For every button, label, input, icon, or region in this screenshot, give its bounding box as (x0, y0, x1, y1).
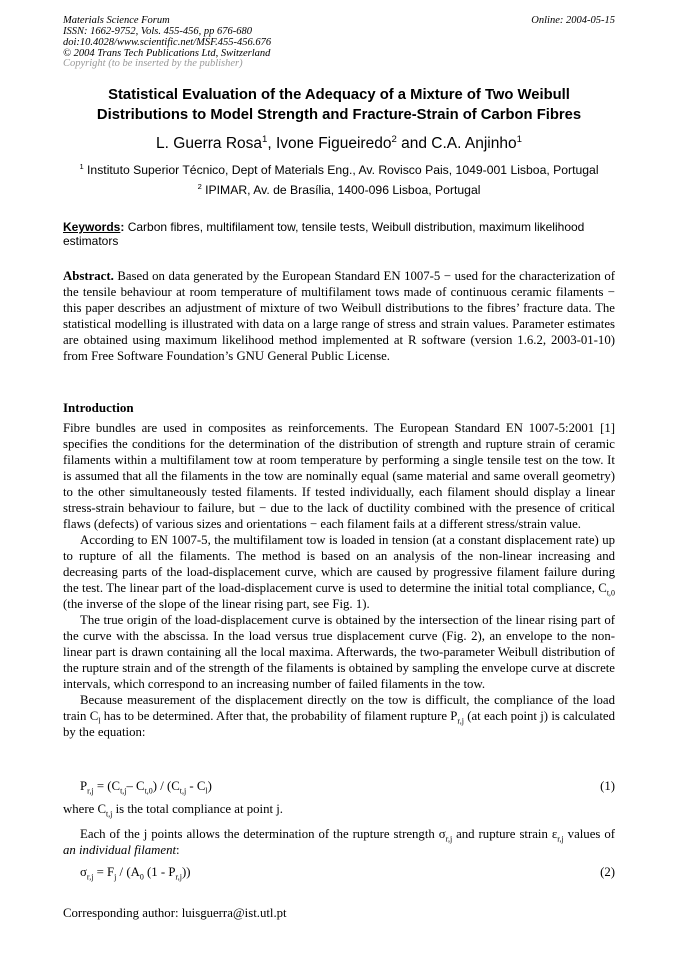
paragraph: Fibre bundles are used in composites as reinforcements. The European Standard EN 1007-5:2001 [1] specifies the conditions for the determination of the distribution of strength and rupture strain of ceramic filaments within a multifilament tow at room temperature by performing a single tensile test on the tow. It is assumed that all the filaments in the tow are nominally equal (same material and same overall geometry) to the other simultaneously tested filaments. If tested individually, each filament should display a linear stress-strain behaviour to failure, but − due to the lack of ductility combined with the presence of critical flaws (defects) of various sizes and orientations − each filament fails at a different stress/strain value. (63, 421, 615, 531)
journal-name: Materials Science Forum (63, 15, 170, 26)
affiliation-number: 2 (197, 181, 202, 191)
doi-line: doi:10.4028/www.scientific.net/MSF.455-456.676 (63, 37, 272, 48)
paragraph-text: : (176, 843, 180, 857)
paragraph (63, 826, 615, 858)
paragraph-text: According to EN 1007-5, the multifilament tow is loaded in tension (at a constant displacement rate) up to rupture of all the filaments. The method is based on an analysis of the non-linear increasing and decreasing parts of the load-displacement curve, which are caused by progressive filament failure during the test. The linear part of the load-displacement curve is used to determine the initial total compliance, C (63, 533, 615, 595)
author-1-affiliation: 1 (262, 133, 268, 145)
paragraph (63, 532, 615, 612)
abstract-label: Abstract. (63, 269, 114, 283)
author-2-affiliation: 2 (391, 133, 397, 145)
paragraph-text: Each of the j points allows the determination of the rupture strength σ (80, 827, 446, 841)
equation-2 (80, 864, 615, 880)
affiliation-text: IPIMAR, Av. de Brasília, 1400-096 Lisboa, Portugal (205, 183, 481, 197)
introduction-body (63, 420, 615, 740)
author-3-affiliation: 1 (516, 133, 522, 145)
corresponding-author: Corresponding author: luisguerra@ist.utl.pt (63, 906, 287, 920)
subscript: t,j (106, 809, 113, 819)
subscript: l (205, 786, 208, 796)
subscript: t,0 (606, 588, 615, 598)
keywords-block: Keywords: Carbon fibres, multifilament tow, tensile tests, Weibull distribution, maximum likelihood estimators (63, 220, 585, 248)
author-2: Ivone Figueiredo (275, 135, 392, 152)
eq-text: = F (93, 865, 115, 879)
title-line-1: Statistical Evaluation of the Adequacy of a Mixture of Two Weibull (108, 87, 570, 103)
equation-number: (2) (600, 865, 615, 879)
equation-1 (80, 778, 615, 794)
eq-text: = (C (93, 779, 121, 793)
eq-text: (1 - P (143, 865, 176, 879)
eq-text: / (A (116, 865, 140, 879)
paragraph-text: and rupture strain ε (452, 827, 558, 841)
eq-symbol: σ (80, 865, 87, 879)
subscript: r,j (445, 834, 453, 844)
paragraph-text: is the total compliance at point j. (112, 802, 283, 816)
eq-text: - C (186, 779, 206, 793)
subscript: r,j (457, 716, 464, 726)
paragraph-text: (at each point j) is calculated by the equation: (63, 709, 615, 739)
emphasis: an individual filament (63, 843, 177, 857)
subscript: t,j (120, 786, 127, 796)
issn-line: ISSN: 1662-9752, Vols. 455-456, pp 676-680 (63, 26, 252, 37)
eq-symbol: P (80, 779, 88, 793)
paper-title (50, 85, 628, 125)
equation-number: (1) (600, 779, 615, 793)
online-date: Online: 2004-05-15 (531, 15, 615, 26)
eq-text: )) (181, 865, 191, 879)
eq-text: – C (126, 779, 145, 793)
paragraph-text: (the inverse of the slope of the linear rising part, see Fig. 1). (63, 597, 370, 611)
paragraph-text: values of (563, 827, 615, 841)
journal-header (63, 15, 615, 69)
eq-text: ) (207, 779, 212, 793)
section-heading-introduction: Introduction (63, 400, 134, 415)
subscript: r,j (557, 834, 564, 844)
subscript: l (98, 716, 101, 726)
subscript: t,j (179, 786, 187, 796)
subscript: 0 (139, 872, 144, 882)
subscript: r,j (86, 872, 94, 882)
paragraph-text: Because measurement of the displacement directly on the tow is difficult, the compliance of the load train C (63, 693, 615, 723)
author-separator: and (396, 135, 432, 152)
eq-text: ) / (C (152, 779, 180, 793)
paragraph (63, 692, 615, 740)
copyright-overprint: Copyright (to be inserted by the publisher) (63, 58, 243, 69)
paragraph: The true origin of the load-displacement curve is obtained by the intersection of the linear rising part of the curve with the abscissa. In the load versus true displacement curve (Fig. 2), an envelope to the non-linear part is drawn containing all the local maxima. Afterwards, the two-parameter Weibull distribution of the rupture strain and of the strength of the filaments is obtained by sampling the envelope curve at discrete intervals, which correspond to an increasing number of failed filaments in the tow. (63, 613, 615, 691)
keywords-label: Keywords (63, 220, 121, 234)
paragraph-text: where C (63, 802, 106, 816)
where-clause (63, 801, 615, 817)
paragraph-text: has to be determined. After that, the probability of filament rupture P (100, 709, 458, 723)
subscript: j (114, 872, 117, 882)
title-line-2: Distributions to Model Strength and Fracture-Strain of Carbon Fibres (96, 107, 582, 123)
copyright-line: © 2004 Trans Tech Publications Ltd, Switzerland (63, 48, 271, 59)
abstract-block (63, 268, 615, 364)
author-separator: , (267, 135, 276, 152)
affiliation-number: 1 (79, 161, 84, 171)
abstract-text: Based on data generated by the European Standard EN 1007-5 − used for the characterization of the tensile behaviour at room temperature of multifilament tows made of continuous ceramic filaments − this paper describes an adjustment of mixture of two Weibull distributions to the fibres’ fracture data. The statistical modelling is illustrated with data on a large range of stress and strain values. Parameter estimates are obtained using maximum likelihood method implemented at R software (version 1.6.2, 2003-01-10) from Free Software Foundation’s GNU General Public License. (63, 269, 615, 363)
author-1: L. Guerra Rosa (156, 135, 263, 152)
affiliation-2 (40, 182, 638, 198)
keywords-text: Carbon fibres, multifilament tow, tensile tests, Weibull distribution, maximum likelihood estimators (63, 220, 585, 248)
affiliation-text: Instituto Superior Técnico, Dept of Materials Eng., Av. Rovisco Pais, 1049-001 Lisboa, Portugal (87, 163, 599, 177)
subscript: r,j (175, 872, 182, 882)
affiliation-1 (40, 162, 638, 178)
author-list (40, 134, 638, 154)
subscript: t,0 (144, 786, 153, 796)
subscript: r,j (87, 786, 94, 796)
author-3: C.A. Anjinho (431, 135, 517, 152)
